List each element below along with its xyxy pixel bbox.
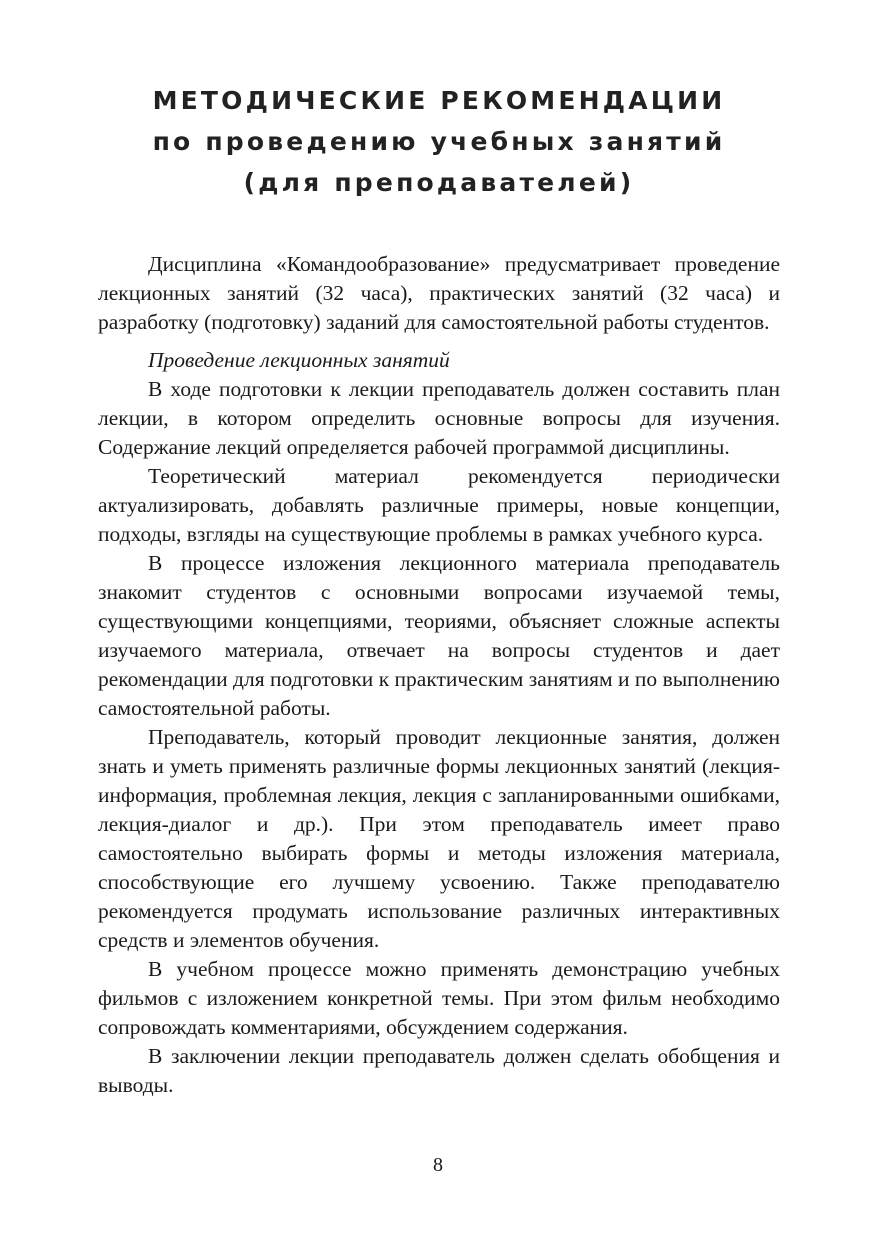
page-number: 8 bbox=[433, 1154, 443, 1176]
paragraph-conclusion: В заключении лекции преподаватель должен сделать обобщения и выводы. bbox=[98, 1044, 780, 1097]
paragraph-lecture-forms: Преподаватель, который проводит лекционные занятия, должен знать и уметь применять различные формы лекционных занятий (лекция-информация, проблемная лекция, лекция с запланированными ошибками, лекция-диалог и др.). При этом преподаватель имеет право самостоятельно выбирать формы и методы изложения материала, способствующие его лучшему усвоению. Также преподавателю рекомендуется продумать использование различных интерактивных средств и элементов обучения. bbox=[98, 725, 780, 952]
intro-paragraph: Дисциплина «Командообразование» предусматривает проведение лекционных занятий (32 часа), практических занятий (32 часа) и разработку (подготовку) заданий для самостоятельной работы студентов. bbox=[98, 252, 780, 334]
paragraph-lecture-plan: В ходе подготовки к лекции преподаватель должен составить план лекции, в котором определить основные вопросы для изучения. Содержание лекций определяется рабочей программой дисциплины. bbox=[98, 377, 780, 459]
title-line-1: МЕТОДИЧЕСКИЕ РЕКОМЕНДАЦИИ bbox=[152, 86, 726, 115]
title-line-2: по проведению учебных занятий bbox=[152, 127, 726, 156]
page-title bbox=[98, 80, 780, 203]
title-line-3: (для преподавателей) bbox=[243, 168, 635, 197]
paragraph-theory-update: Теоретический материал рекомендуется периодически актуализировать, добавлять различные примеры, новые концепции, подходы, взгляды на существующие проблемы в рамках учебного курса. bbox=[98, 464, 780, 546]
paragraph-lecture-process: В процессе изложения лекционного материала преподаватель знакомит студентов с основными вопросами изучаемой темы, существующими концепциями, теориями, объясняет сложные аспекты изучаемого материала, отвечает на вопросы студентов и дает рекомендации для подготовки к практическим занятиям и по выполнению самостоятельной работы. bbox=[98, 551, 780, 720]
body-text bbox=[98, 250, 780, 1100]
section-subheading: Проведение лекционных занятий bbox=[148, 348, 450, 372]
paragraph-films: В учебном процессе можно применять демонстрацию учебных фильмов с изложением конкретной темы. При этом фильм необходимо сопровождать комментариями, обсуждением содержания. bbox=[98, 957, 780, 1039]
page-content bbox=[98, 80, 780, 1100]
